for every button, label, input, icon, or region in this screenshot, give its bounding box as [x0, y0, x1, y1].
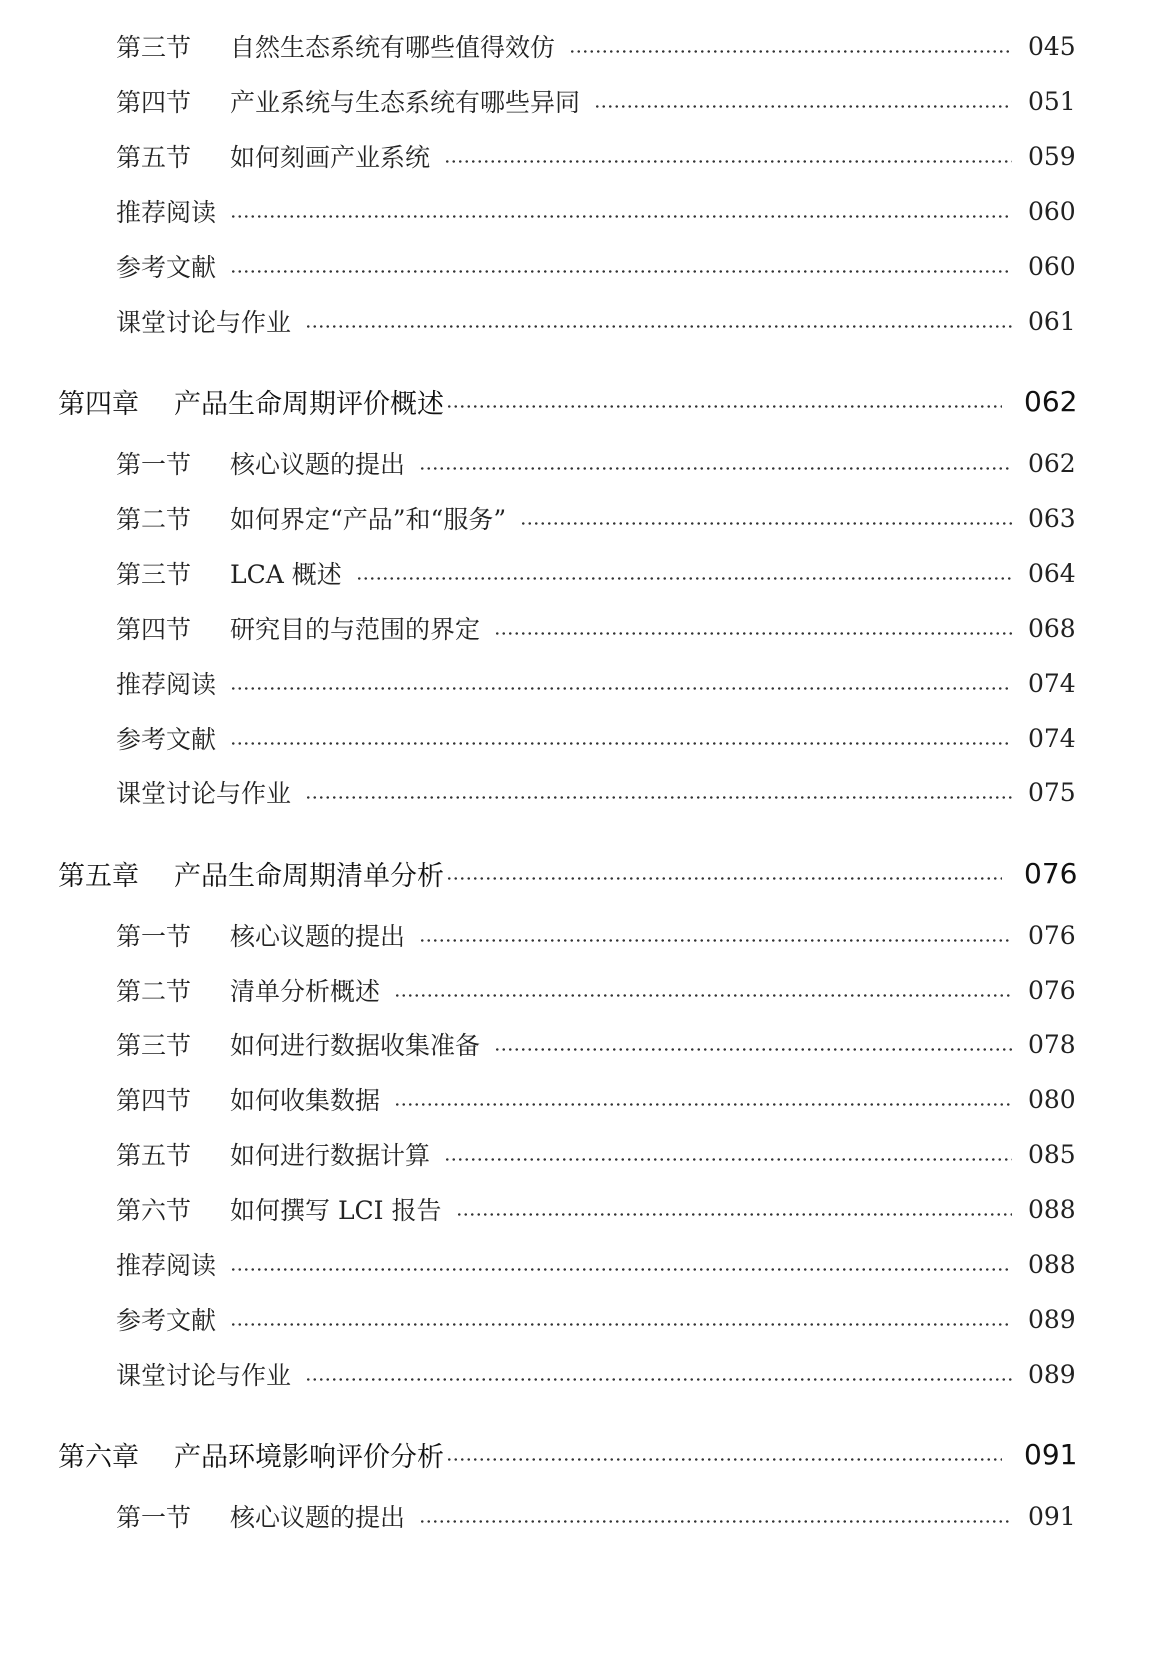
toc-entry[interactable] [116, 246, 1076, 286]
dot-leader [230, 742, 1012, 745]
chapter-number: 第六章 [58, 1441, 139, 1473]
dot-leader [419, 1520, 1012, 1523]
chapter-title: 产品生命周期评价概述 [174, 388, 444, 420]
page-number: 080 [1028, 1084, 1076, 1114]
page-number: 063 [1028, 503, 1076, 533]
toc-entry[interactable] [116, 1299, 1076, 1339]
dot-leader [520, 522, 1012, 525]
page-number: 075 [1028, 777, 1076, 807]
entry-title: 核心议题的提出 [230, 922, 406, 951]
page-number: 074 [1028, 723, 1076, 753]
toc-entry[interactable] [116, 772, 1076, 812]
page-number: 091 [1028, 1501, 1076, 1531]
entry-title: 推荐阅读 [116, 1251, 217, 1280]
section-number: 第三节 [116, 1031, 192, 1060]
toc-chapter[interactable] [58, 381, 1078, 421]
section-number: 第二节 [116, 505, 192, 534]
toc-entry[interactable] [116, 970, 1076, 1010]
page-number: 076 [1028, 920, 1076, 950]
toc-entry[interactable] [116, 718, 1076, 758]
dot-leader [494, 1048, 1012, 1051]
entry-title: 如何界定“产品”和“服务” [230, 505, 507, 534]
page-number: 089 [1028, 1359, 1076, 1389]
page-number: 060 [1028, 251, 1076, 281]
dot-leader [444, 160, 1012, 163]
toc-entry[interactable] [116, 81, 1076, 121]
dot-leader [594, 105, 1012, 108]
toc-entry[interactable] [116, 608, 1076, 648]
chapter-number: 第四章 [58, 388, 139, 420]
toc-entry[interactable] [116, 1244, 1076, 1284]
entry-title: 研究目的与范围的界定 [230, 615, 481, 644]
section-number: 第六节 [116, 1196, 192, 1225]
page-number: 062 [1024, 384, 1078, 418]
section-number: 第四节 [116, 1086, 192, 1115]
dot-leader [419, 939, 1012, 942]
toc-entry[interactable] [116, 498, 1076, 538]
chapter-title: 产品环境影响评价分析 [174, 1441, 444, 1473]
dot-leader [230, 1268, 1012, 1271]
entry-title: 自然生态系统有哪些值得效仿 [230, 33, 556, 62]
toc-entry[interactable] [116, 1496, 1076, 1536]
entry-title: 参考文献 [116, 725, 217, 754]
toc-entry[interactable] [116, 26, 1076, 66]
dot-leader [444, 1158, 1012, 1161]
page-number: 091 [1024, 1437, 1078, 1471]
page-number: 088 [1028, 1249, 1076, 1279]
page-number: 045 [1028, 31, 1076, 61]
page-number: 062 [1028, 448, 1076, 478]
dot-leader [230, 215, 1012, 218]
page-number: 078 [1028, 1029, 1076, 1059]
chapter-title: 产品生命周期清单分析 [174, 860, 444, 892]
toc-entry[interactable] [116, 663, 1076, 703]
entry-title: 如何刻画产业系统 [230, 143, 431, 172]
dot-leader [230, 687, 1012, 690]
entry-title: 推荐阅读 [116, 198, 217, 227]
page-number: 074 [1028, 668, 1076, 698]
page-number: 085 [1028, 1139, 1076, 1169]
dot-leader [394, 994, 1012, 997]
entry-title: 课堂讨论与作业 [116, 1361, 292, 1390]
entry-title: 推荐阅读 [116, 670, 217, 699]
dot-leader [230, 270, 1012, 273]
section-number: 第三节 [116, 33, 192, 62]
dot-leader [569, 50, 1012, 53]
entry-title: 参考文献 [116, 253, 217, 282]
page-number: 064 [1028, 558, 1076, 588]
chapter-number: 第五章 [58, 860, 139, 892]
dot-leader [356, 577, 1012, 580]
entry-title: 如何进行数据计算 [230, 1141, 431, 1170]
entry-title: 参考文献 [116, 1306, 217, 1335]
page-number: 061 [1028, 306, 1076, 336]
toc-entry[interactable] [116, 443, 1076, 483]
dot-leader [456, 1213, 1013, 1216]
toc-entry[interactable] [116, 1354, 1076, 1394]
entry-title: 核心议题的提出 [230, 1503, 406, 1532]
toc-entry[interactable] [116, 553, 1076, 593]
toc-entry[interactable] [116, 136, 1076, 176]
section-number: 第一节 [116, 1503, 192, 1532]
dot-leader [305, 1378, 1012, 1381]
page-number: 076 [1028, 975, 1076, 1005]
entry-title: 清单分析概述 [230, 977, 381, 1006]
section-number: 第一节 [116, 922, 192, 951]
page-number: 060 [1028, 196, 1076, 226]
dot-leader [446, 1458, 1002, 1461]
toc-chapter[interactable] [58, 853, 1078, 893]
section-number: 第五节 [116, 143, 192, 172]
entry-title: 如何撰写 LCI 报告 [230, 1196, 442, 1225]
entry-title: 课堂讨论与作业 [116, 779, 292, 808]
section-number: 第四节 [116, 615, 192, 644]
toc-entry[interactable] [116, 1079, 1076, 1119]
section-number: 第五节 [116, 1141, 192, 1170]
page-number: 089 [1028, 1304, 1076, 1334]
section-number: 第一节 [116, 450, 192, 479]
section-number: 第二节 [116, 977, 192, 1006]
dot-leader [305, 796, 1012, 799]
dot-leader [494, 632, 1012, 635]
page-number: 068 [1028, 613, 1076, 643]
dot-leader [394, 1103, 1012, 1106]
toc-entry[interactable] [116, 301, 1076, 341]
page-number: 059 [1028, 141, 1076, 171]
dot-leader [446, 877, 1002, 880]
dot-leader [305, 325, 1012, 328]
toc-entry[interactable] [116, 915, 1076, 955]
page-number: 051 [1028, 86, 1076, 116]
entry-title: 如何收集数据 [230, 1086, 381, 1115]
dot-leader [230, 1323, 1012, 1326]
toc-entry[interactable] [116, 1024, 1076, 1064]
section-number: 第三节 [116, 560, 192, 589]
entry-title: 核心议题的提出 [230, 450, 406, 479]
toc-entry[interactable] [116, 1134, 1076, 1174]
entry-title: 如何进行数据收集准备 [230, 1031, 481, 1060]
entry-title: 产业系统与生态系统有哪些异同 [230, 88, 581, 117]
entry-title: LCA 概述 [230, 560, 342, 589]
toc-entry[interactable] [116, 1189, 1076, 1229]
page-number: 076 [1024, 856, 1078, 890]
entry-title: 课堂讨论与作业 [116, 308, 292, 337]
dot-leader [446, 405, 1002, 408]
toc-chapter[interactable] [58, 1434, 1078, 1474]
section-number: 第四节 [116, 88, 192, 117]
dot-leader [419, 467, 1012, 470]
toc-entry[interactable] [116, 191, 1076, 231]
page-number: 088 [1028, 1194, 1076, 1224]
